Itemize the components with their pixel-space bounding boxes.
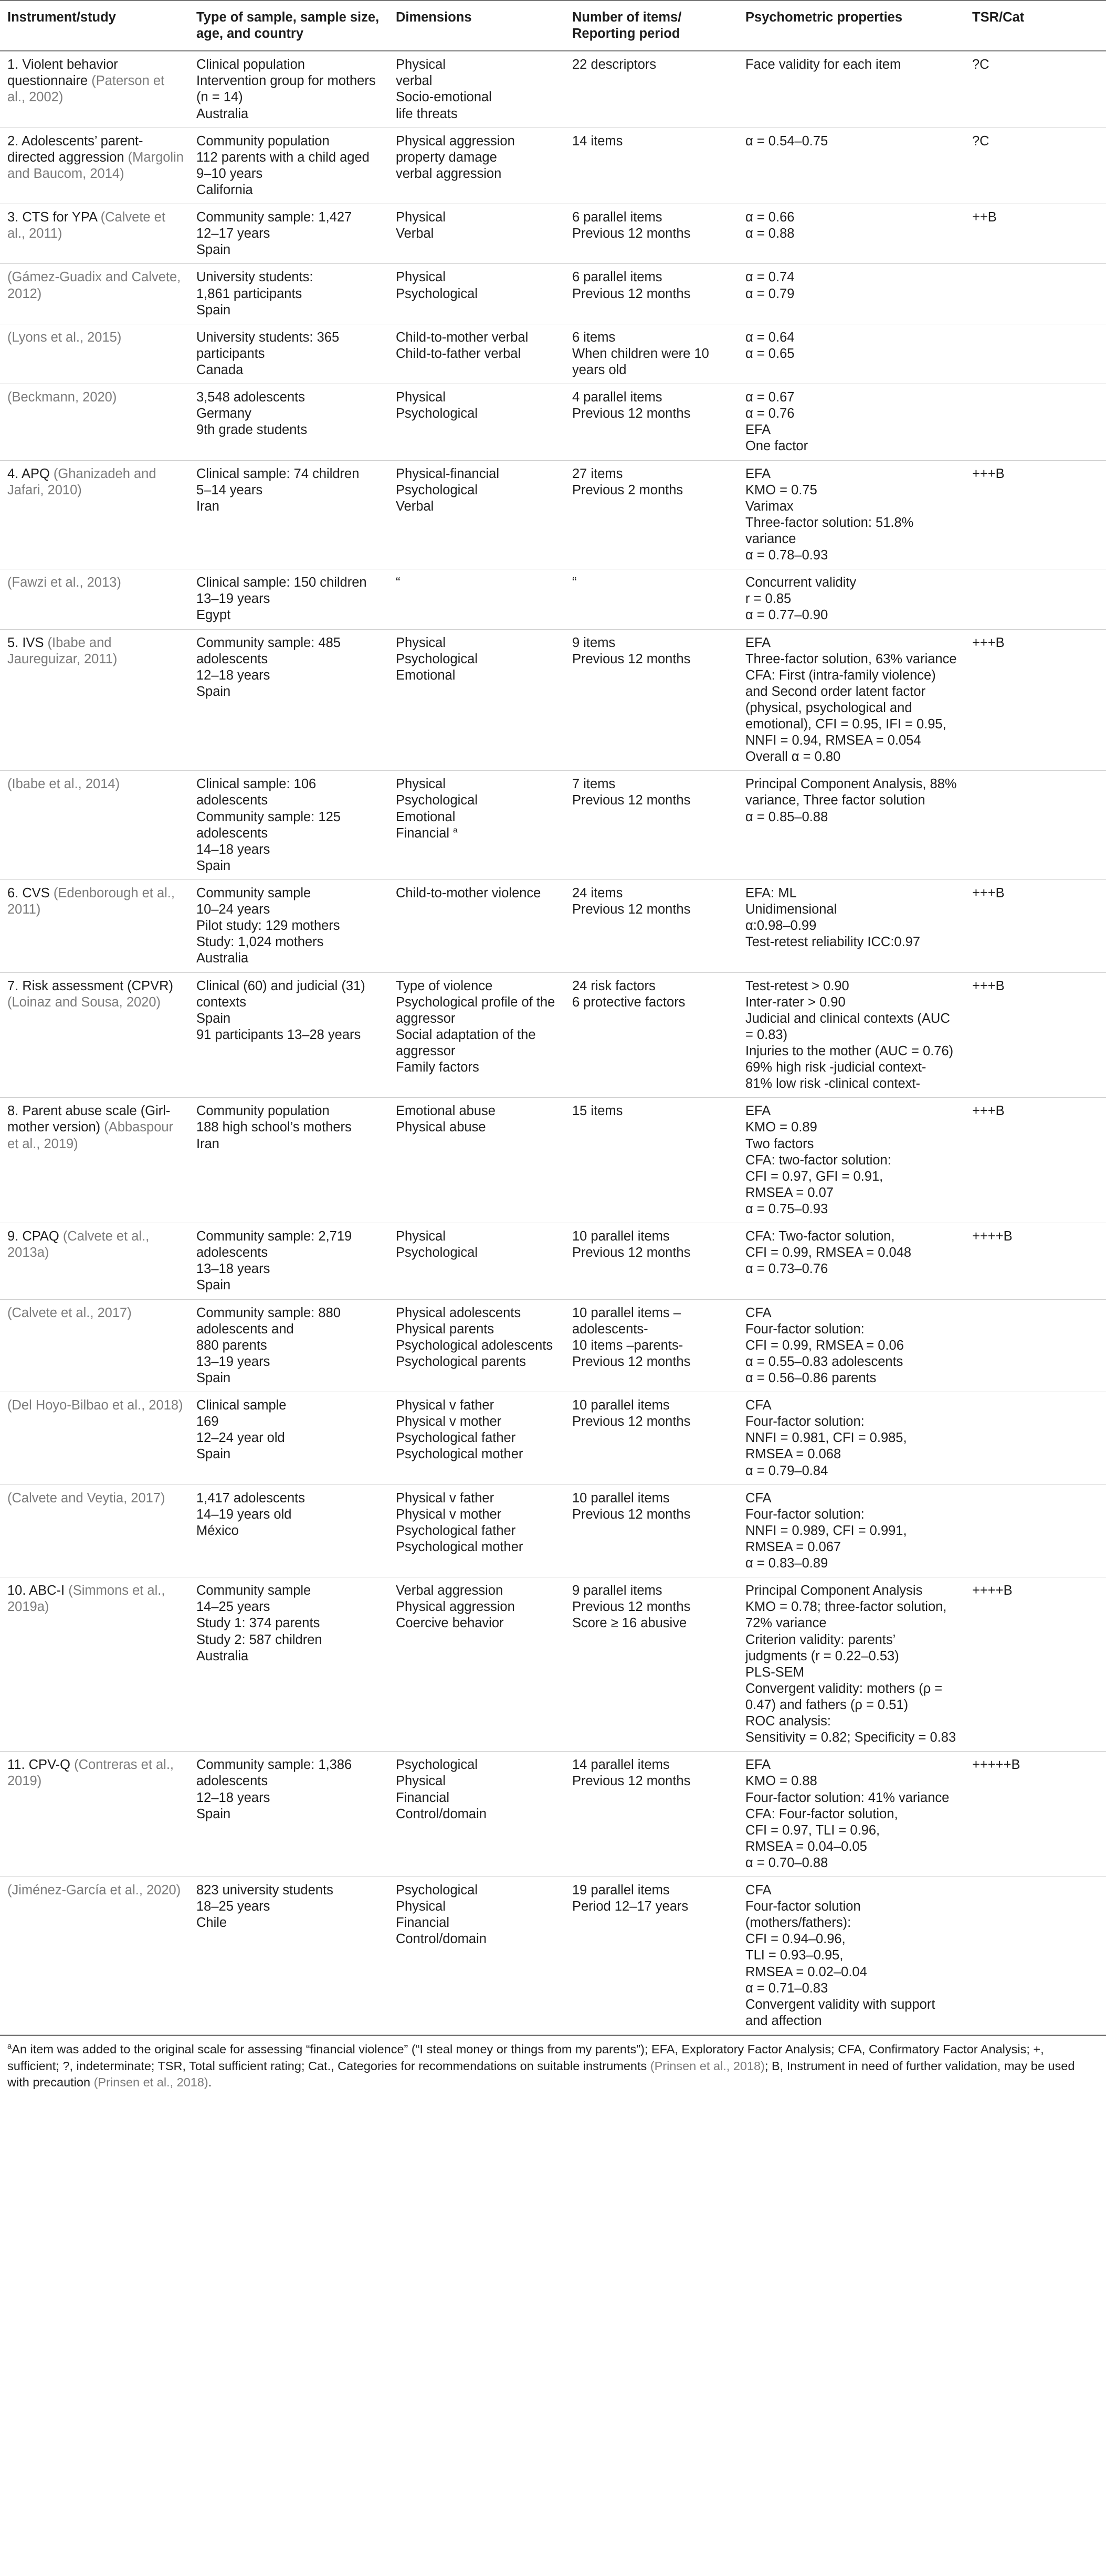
cell-dimensions [388, 569, 565, 629]
cell-instrument [0, 1299, 189, 1392]
cell-dimensions [388, 1392, 565, 1485]
study-citation[interactable]: (Ibabe and Jaureguizar, 2011) [7, 635, 118, 666]
study-citation[interactable]: (Beckmann, 2020) [7, 390, 117, 405]
cell-dimensions-text: Type of violence Psychological profile of the aggressor Social adaptation of the aggressor Family factors [396, 978, 555, 1075]
table-row [0, 384, 1106, 460]
cell-psychometric-text: α = 0.66 α = 0.88 [745, 210, 795, 241]
table-row [0, 204, 1106, 264]
footnote-text-1: An item was added to the original scale for assessing “financial violence” (“I steal money or things from my parents”); EFA, Exploratory Factor Analysis; CFA, Confirmatory Factor Analysis; +, sufficient; ?, indeterminate; TSR, Total sufficient rating; Cat., Categories for recommendations on suitable instruments [7, 2042, 1044, 2073]
cell-instrument [0, 460, 189, 569]
cell-instrument [0, 324, 189, 384]
cell-tsr [965, 264, 1106, 324]
cell-instrument [0, 1098, 189, 1223]
cell-tsr [965, 1485, 1106, 1577]
cell-psychometric-text: CFA Four-factor solution: NNFI = 0.981, CFI = 0.985, RMSEA = 0.068 α = 0.79–0.84 [745, 1398, 907, 1478]
table-row [0, 264, 1106, 324]
table-header-row [0, 1, 1106, 51]
cell-items-text: 10 parallel items Previous 12 months [572, 1490, 691, 1522]
cell-sample [189, 460, 388, 569]
cell-tsr [965, 384, 1106, 460]
table-row [0, 1485, 1106, 1577]
cell-dimensions-text: Child-to-mother verbal Child-to-father verbal [396, 330, 529, 361]
table-row [0, 51, 1106, 128]
cell-tsr-text: ++B [972, 210, 997, 225]
cell-psychometric-text: CFA Four-factor solution (mothers/fathers): CFI = 0.94–0.96, TLI = 0.93–0.95, RMSEA = 0.02–0.04 α = 0.71–0.83 Convergent validity with support and affection [745, 1883, 935, 2028]
cell-dimensions [388, 204, 565, 264]
cell-tsr-text: +++B [972, 635, 1005, 650]
cell-instrument [0, 128, 189, 204]
table-row [0, 1098, 1106, 1223]
cell-tsr-text: +++++B [972, 1757, 1020, 1773]
cell-dimensions-text: Physical Psychological [396, 390, 478, 421]
cell-sample [189, 771, 388, 880]
cell-sample-text: Community sample: 1,386 adolescents 12–18 years Spain [196, 1757, 352, 1821]
cell-items-text: 27 items Previous 2 months [572, 466, 683, 497]
cell-instrument [0, 1223, 189, 1299]
cell-dimensions [388, 324, 565, 384]
table-row [0, 128, 1106, 204]
cell-items [565, 384, 738, 460]
cell-dimensions-text: Physical v father Physical v mother Psychological father Psychological mother [396, 1490, 523, 1554]
header-sample: Type of sample, sample size, age, and country [189, 1, 388, 51]
cell-sample [189, 972, 388, 1098]
cell-items-text: “ [572, 575, 577, 590]
cell-sample [189, 1577, 388, 1752]
cell-sample [189, 1098, 388, 1223]
table-row [0, 1577, 1106, 1752]
cell-sample [189, 324, 388, 384]
instrument-name: 6. CVS [7, 886, 50, 901]
cell-items-text: 10 parallel items –adolescents- 10 items –parents- Previous 12 months [572, 1305, 691, 1369]
cell-dimensions-text: “ [396, 575, 401, 590]
study-citation[interactable]: (Del Hoyo-Bilbao et al., 2018) [7, 1398, 183, 1413]
cell-dimensions-text: Physical Psychological [396, 1229, 478, 1260]
cell-items-text: 9 items Previous 12 months [572, 635, 691, 666]
cell-psychometric [738, 460, 965, 569]
study-citation[interactable]: (Calvete et al., 2013a) [7, 1229, 150, 1260]
cell-items [565, 569, 738, 629]
cell-sample-text: Clinical sample: 150 children 13–19 years Egypt [196, 575, 367, 623]
cell-items [565, 972, 738, 1098]
study-citation[interactable]: (Fawzi et al., 2013) [7, 575, 121, 590]
cell-dimensions-text: Psychological Physical Financial Control/domain [396, 1883, 487, 1947]
cell-sample-text: Community sample: 2,719 adolescents 13–18 years Spain [196, 1229, 352, 1293]
cell-tsr-text: ++++B [972, 1229, 1013, 1244]
cell-tsr [965, 569, 1106, 629]
cell-items [565, 1877, 738, 2035]
study-citation[interactable]: (Lyons et al., 2015) [7, 330, 122, 345]
cell-dimensions-text: Physical Psychological Emotional [396, 635, 478, 683]
cell-sample [189, 51, 388, 128]
cell-instrument [0, 1485, 189, 1577]
cell-psychometric [738, 1877, 965, 2035]
header-items: Number of items/ Reporting period [565, 1, 738, 51]
cell-dimensions [388, 1577, 565, 1752]
cell-psychometric-text: CFA Four-factor solution: NNFI = 0.989, CFI = 0.991, RMSEA = 0.067 α = 0.83–0.89 [745, 1490, 907, 1571]
cell-items [565, 1485, 738, 1577]
cell-sample-text: Community sample: 485 adolescents 12–18 years Spain [196, 635, 341, 699]
cell-items-text: 7 items Previous 12 months [572, 777, 691, 808]
footnote-citation-1[interactable]: (Prinsen et al., 2018) [650, 2059, 765, 2073]
cell-dimensions [388, 1485, 565, 1577]
cell-psychometric-text: Concurrent validity r = 0.85 α = 0.77–0.90 [745, 575, 857, 623]
table-row [0, 629, 1106, 771]
cell-tsr [965, 324, 1106, 384]
study-citation[interactable]: (Jiménez-García et al., 2020) [7, 1883, 181, 1898]
cell-items-text: 10 parallel items Previous 12 months [572, 1398, 691, 1429]
cell-tsr-text: ?C [972, 133, 989, 149]
cell-dimensions [388, 1098, 565, 1223]
cell-items [565, 880, 738, 973]
cell-psychometric [738, 1098, 965, 1223]
cell-sample-text: University students: 1,861 participants Spain [196, 270, 313, 317]
cell-dimensions [388, 771, 565, 880]
cell-sample [189, 1485, 388, 1577]
cell-instrument [0, 771, 189, 880]
table-row [0, 1392, 1106, 1485]
cell-instrument [0, 569, 189, 629]
cell-psychometric [738, 264, 965, 324]
cell-psychometric [738, 1223, 965, 1299]
cell-psychometric-text: EFA Three-factor solution, 63% variance CFA: First (intra-family violence) and Second order latent factor (physical, psychological and emotional), CFI = 0.95, IFI = 0.95, NNFI = 0.94, RMSEA = 0.054 Overall α = 0.80 [745, 635, 957, 765]
cell-psychometric-text: EFA KMO = 0.89 Two factors CFA: two-factor solution: CFI = 0.97, GFI = 0.91, RMSEA = 0.07 α = 0.75–0.93 [745, 1104, 891, 1216]
cell-psychometric-text: Principal Component Analysis KMO = 0.78; three-factor solution, 72% variance Criterion validity: parents’ judgments (r = 0.22–0.53) PLS-SEM Convergent validity: mothers (ρ = 0.47) and fathers (ρ = 0.51) ROC analysis: Sensitivity = 0.82; Specificity = 0.83 [745, 1583, 956, 1745]
header-tsr: TSR/Cat [965, 1, 1106, 51]
cell-psychometric [738, 51, 965, 128]
cell-dimensions-text: Physical Psychological [396, 270, 478, 301]
cell-psychometric [738, 569, 965, 629]
cell-tsr-text: ?C [972, 57, 989, 72]
cell-items [565, 51, 738, 128]
cell-dimensions [388, 128, 565, 204]
cell-sample [189, 264, 388, 324]
cell-dimensions-text: Physical Verbal [396, 210, 446, 241]
cell-psychometric-text: CFA: Two-factor solution, CFI = 0.99, RMSEA = 0.048 α = 0.73–0.76 [745, 1229, 912, 1277]
cell-psychometric [738, 324, 965, 384]
cell-psychometric [738, 1577, 965, 1752]
cell-tsr [965, 204, 1106, 264]
cell-psychometric-text: CFA Four-factor solution: CFI = 0.99, RMSEA = 0.06 α = 0.55–0.83 adolescents α = 0.56–0.86 parents [745, 1305, 904, 1385]
cell-instrument [0, 880, 189, 973]
cell-items-text: 6 parallel items Previous 12 months [572, 210, 691, 241]
cell-items [565, 1098, 738, 1223]
cell-tsr-text: ++++B [972, 1583, 1013, 1598]
cell-sample-text: 3,548 adolescents Germany 9th grade students [196, 390, 308, 438]
study-citation[interactable]: (Calvete et al., 2017) [7, 1305, 132, 1320]
cell-psychometric [738, 384, 965, 460]
cell-sample-text: 1,417 adolescents 14–19 years old México [196, 1490, 305, 1538]
cell-dimensions [388, 1877, 565, 2035]
header-instrument: Instrument/study [0, 1, 189, 51]
cell-sample [189, 384, 388, 460]
cell-items-text: 24 items Previous 12 months [572, 886, 691, 917]
table-row [0, 1752, 1106, 1877]
cell-instrument [0, 629, 189, 771]
cell-dimensions-text: Physical Psychological Emotional Financial [396, 777, 478, 841]
cell-psychometric-text: EFA KMO = 0.75 Varimax Three-factor solution: 51.8% variance α = 0.78–0.93 [745, 466, 914, 563]
instrument-name: 9. CPAQ [7, 1229, 59, 1244]
footnote-marker: a [453, 825, 458, 835]
cell-sample-text: Community population 188 high school’s mothers Iran [196, 1104, 352, 1151]
cell-psychometric [738, 1392, 965, 1485]
cell-psychometric-text: Face validity for each item [745, 57, 901, 72]
cell-dimensions [388, 1752, 565, 1877]
cell-dimensions [388, 460, 565, 569]
instrument-name: 11. CPV-Q [7, 1757, 70, 1773]
study-citation[interactable]: (Loinaz and Sousa, 2020) [7, 994, 161, 1010]
table-row [0, 324, 1106, 384]
cell-sample-text: Clinical sample 169 12–24 year old Spain [196, 1398, 287, 1462]
cell-tsr-text: +++B [972, 886, 1005, 901]
cell-dimensions-text: Emotional abuse Physical abuse [396, 1104, 496, 1135]
cell-sample-text: Clinical sample: 106 adolescents Community sample: 125 adolescents 14–18 years Spain [196, 777, 341, 873]
cell-tsr [965, 771, 1106, 880]
cell-instrument [0, 1752, 189, 1877]
study-citation[interactable]: (Edenborough et al., 2011) [7, 886, 175, 917]
header-psychometric: Psychometric properties [738, 1, 965, 51]
cell-sample [189, 1299, 388, 1392]
cell-items [565, 1299, 738, 1392]
study-citation[interactable]: (Calvete and Veytia, 2017) [7, 1490, 165, 1506]
cell-tsr-text: +++B [972, 466, 1005, 481]
study-citation[interactable]: (Paterson et al., 2002) [7, 73, 165, 105]
cell-psychometric-text: α = 0.74 α = 0.79 [745, 270, 795, 301]
study-citation[interactable]: (Abbaspour et al., 2019) [7, 1120, 174, 1151]
table-row [0, 771, 1106, 880]
cell-sample-text: Community sample 14–25 years Study 1: 374 parents Study 2: 587 children Australia [196, 1583, 322, 1663]
cell-sample-text: Community sample: 1,427 12–17 years Spain [196, 210, 352, 258]
cell-items [565, 629, 738, 771]
cell-psychometric [738, 771, 965, 880]
cell-sample-text: University students: 365 participants Canada [196, 330, 340, 377]
cell-dimensions [388, 51, 565, 128]
cell-sample [189, 1392, 388, 1485]
cell-sample [189, 1223, 388, 1299]
table-row [0, 460, 1106, 569]
cell-sample [189, 1752, 388, 1877]
cell-tsr [965, 128, 1106, 204]
cell-items [565, 264, 738, 324]
cell-psychometric-text: α = 0.67 α = 0.76 EFA One factor [745, 390, 808, 454]
cell-sample [189, 629, 388, 771]
cell-sample-text: Clinical sample: 74 children 5–14 years Iran [196, 466, 360, 514]
footnote-citation-2[interactable]: (Prinsen et al., 2018) [93, 2075, 208, 2090]
study-citation[interactable]: (Gámez-Guadix and Calvete, 2012) [7, 270, 181, 301]
cell-sample-text: Community sample 10–24 years Pilot study: 129 mothers Study: 1,024 mothers Australia [196, 886, 340, 966]
table-footnote [0, 2035, 1106, 2091]
cell-instrument [0, 51, 189, 128]
cell-items-text: 15 items [572, 1104, 623, 1119]
cell-tsr-text: +++B [972, 978, 1005, 993]
table-row [0, 1223, 1106, 1299]
cell-sample-text: Community population 112 parents with a child aged 9–10 years California [196, 133, 370, 197]
cell-sample [189, 569, 388, 629]
cell-sample-text: 823 university students 18–25 years Chile [196, 1883, 333, 1931]
cell-items-text: 14 parallel items Previous 12 months [572, 1757, 691, 1789]
cell-psychometric-text: EFA: ML Unidimensional α:0.98–0.99 Test-retest reliability ICC:0.97 [745, 886, 921, 950]
footnote-text-2: ; B, Instrument in need of further validation, may be used with precaution [7, 2059, 1075, 2090]
cell-psychometric [738, 1752, 965, 1877]
header-dimensions: Dimensions [388, 1, 565, 51]
study-citation[interactable]: (Simmons et al., 2019a) [7, 1583, 165, 1615]
cell-sample-text: Clinical (60) and judicial (31) contexts Spain 91 participants 13–28 years [196, 978, 365, 1042]
table-row [0, 1299, 1106, 1392]
study-citation[interactable]: (Contreras et al., 2019) [7, 1757, 174, 1789]
cell-psychometric-text: Test-retest > 0.90 Inter-rater > 0.90 Judicial and clinical contexts (AUC = 0.83) Injuries to the mother (AUC = 0.76) 69% high risk -judicial context- 81% low risk -clinical context- [745, 978, 954, 1091]
cell-items [565, 1577, 738, 1752]
cell-dimensions-text: Psychological Physical Financial Control/domain [396, 1757, 487, 1821]
cell-dimensions [388, 1299, 565, 1392]
cell-items-text: 9 parallel items Previous 12 months Score ≥ 16 abusive [572, 1583, 691, 1631]
cell-dimensions-text: Physical-financial Psychological Verbal [396, 466, 500, 514]
cell-tsr [965, 629, 1106, 771]
cell-items-text: 14 items [572, 133, 623, 149]
cell-dimensions [388, 972, 565, 1098]
cell-tsr [965, 972, 1106, 1098]
cell-psychometric-text: Principal Component Analysis, 88% variance, Three factor solution α = 0.85–0.88 [745, 777, 957, 824]
table-body [0, 51, 1106, 2034]
cell-instrument [0, 264, 189, 324]
cell-items [565, 1223, 738, 1299]
cell-instrument [0, 384, 189, 460]
cell-items [565, 460, 738, 569]
cell-instrument [0, 204, 189, 264]
cell-sample [189, 204, 388, 264]
table-row [0, 880, 1106, 973]
cell-psychometric [738, 880, 965, 973]
cell-tsr [965, 1577, 1106, 1752]
cell-psychometric [738, 204, 965, 264]
footnote-marker: a [7, 2042, 12, 2051]
cell-items [565, 771, 738, 880]
cell-sample [189, 880, 388, 973]
table-row [0, 1877, 1106, 2035]
cell-tsr [965, 1392, 1106, 1485]
cell-psychometric-text: α = 0.54–0.75 [745, 133, 828, 149]
cell-dimensions-text: Physical verbal Socio-emotional life threats [396, 57, 492, 121]
instrument-name: 2. Adolescents’ parent-directed aggression [7, 133, 143, 165]
cell-items [565, 204, 738, 264]
cell-items [565, 324, 738, 384]
study-citation[interactable]: (Margolin and Baucom, 2014) [7, 150, 184, 181]
cell-instrument [0, 1877, 189, 2035]
cell-sample-text: Clinical population Intervention group for mothers (n = 14) Australia [196, 57, 376, 121]
study-citation[interactable]: (Ghanizadeh and Jafari, 2010) [7, 466, 156, 497]
cell-dimensions-text: Physical v father Physical v mother Psychological father Psychological mother [396, 1398, 523, 1462]
cell-tsr-text: +++B [972, 1104, 1005, 1119]
cell-tsr [965, 1223, 1106, 1299]
cell-tsr [965, 1752, 1106, 1877]
cell-dimensions-text: Child-to-mother violence [396, 886, 541, 901]
cell-psychometric [738, 1299, 965, 1392]
cell-items-text: 6 parallel items Previous 12 months [572, 270, 691, 301]
cell-items-text: 19 parallel items Period 12–17 years [572, 1883, 689, 1914]
table-row [0, 569, 1106, 629]
cell-tsr [965, 460, 1106, 569]
cell-tsr [965, 1098, 1106, 1223]
table-row [0, 972, 1106, 1098]
study-citation[interactable]: (Ibabe et al., 2014) [7, 777, 120, 792]
cell-dimensions [388, 264, 565, 324]
cell-dimensions [388, 384, 565, 460]
cell-items [565, 1392, 738, 1485]
cell-dimensions-text: Verbal aggression Physical aggression Coercive behavior [396, 1583, 515, 1631]
cell-psychometric [738, 128, 965, 204]
cell-items [565, 128, 738, 204]
cell-psychometric [738, 972, 965, 1098]
cell-instrument [0, 1577, 189, 1752]
cell-psychometric [738, 1485, 965, 1577]
instrument-name: 5. IVS [7, 635, 44, 650]
cell-items-text: 22 descriptors [572, 57, 657, 72]
instrument-name: 4. APQ [7, 466, 50, 481]
study-citation[interactable]: (Calvete et al., 2011) [7, 210, 165, 241]
cell-instrument [0, 1392, 189, 1485]
cell-tsr [965, 1299, 1106, 1392]
instrument-name: 3. CTS for YPA [7, 210, 97, 225]
instrument-name: 1. Violent behavior questionnaire [7, 57, 118, 89]
instrument-name: 7. Risk assessment (CPVR) [7, 978, 173, 993]
instrument-name: 8. Parent abuse scale (Girl-mother version) [7, 1104, 171, 1135]
cell-tsr [965, 880, 1106, 973]
cell-dimensions [388, 880, 565, 973]
cell-sample [189, 128, 388, 204]
cell-psychometric [738, 629, 965, 771]
cell-tsr [965, 51, 1106, 128]
instrument-name: 10. ABC-I [7, 1583, 65, 1598]
cell-sample-text: Community sample: 880 adolescents and 880 parents 13–19 years Spain [196, 1305, 341, 1385]
cell-items-text: 10 parallel items Previous 12 months [572, 1229, 691, 1260]
footnote-text-3: . [208, 2075, 212, 2090]
cell-sample [189, 1877, 388, 2035]
cell-psychometric-text: α = 0.64 α = 0.65 [745, 330, 795, 361]
cell-dimensions-text: Physical adolescents Physical parents Psychological adolescents Psychological parents [396, 1305, 553, 1369]
cell-instrument [0, 972, 189, 1098]
cell-psychometric-text: EFA KMO = 0.88 Four-factor solution: 41% variance CFA: Four-factor solution, CFI = 0.97, TLI = 0.96, RMSEA = 0.04–0.05 α = 0.70–0.88 [745, 1757, 950, 1870]
cell-items-text: 24 risk factors 6 protective factors [572, 978, 686, 1010]
cell-items [565, 1752, 738, 1877]
cell-dimensions [388, 1223, 565, 1299]
cell-items-text: 6 items When children were 10 years old [572, 330, 709, 377]
cell-tsr [965, 1877, 1106, 2035]
cell-dimensions [388, 629, 565, 771]
cell-items-text: 4 parallel items Previous 12 months [572, 390, 691, 421]
cell-dimensions-text: Physical aggression property damage verbal aggression [396, 133, 515, 181]
